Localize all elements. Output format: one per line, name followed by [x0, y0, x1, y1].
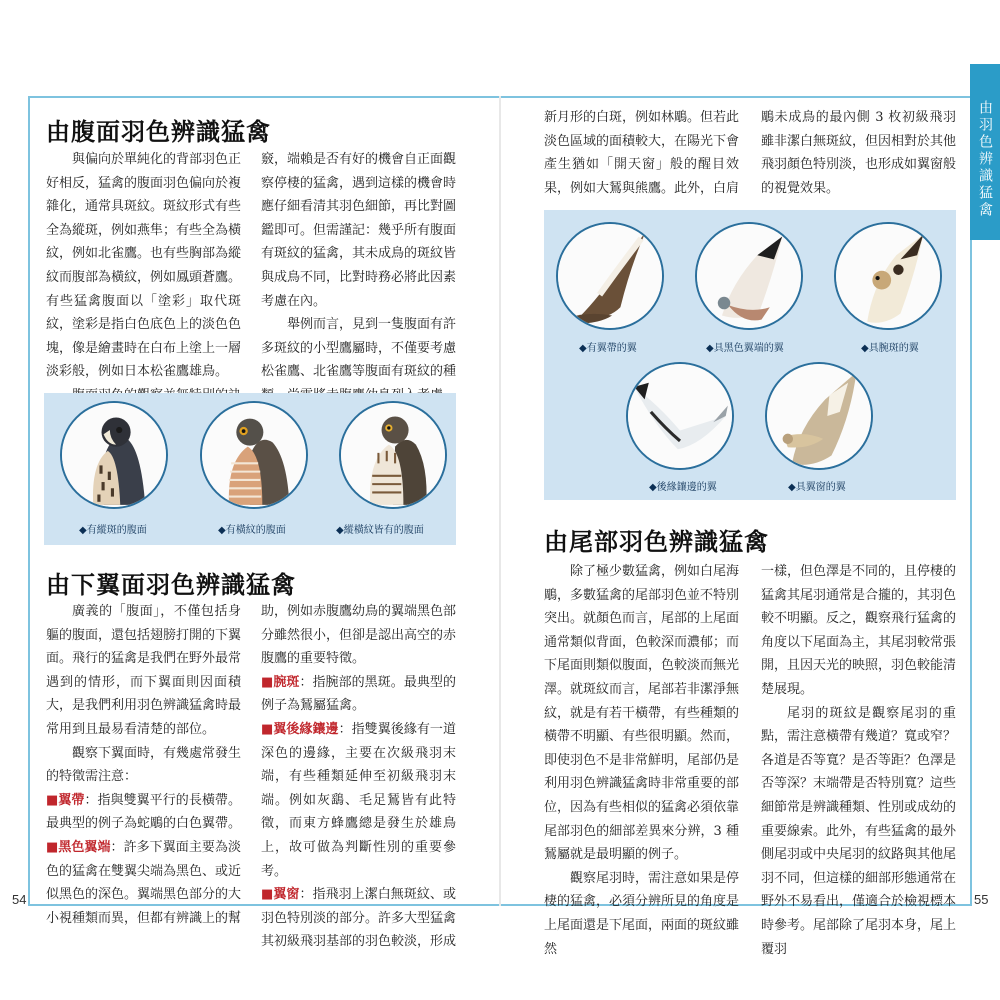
- definition: ：指腕部的黑斑。最典型的例子為鵟屬猛禽。: [261, 674, 456, 714]
- caption-text: 有縱斑的腹面: [86, 525, 147, 536]
- underwing-column-1: [46, 600, 241, 930]
- tail-column-2: [761, 560, 956, 961]
- wing-caption-4: ◆後緣鑲邊的翼: [649, 482, 717, 493]
- term-trailing-edge: ■翼後緣鑲邊: [261, 721, 339, 737]
- belly-caption-1: ◆有縱斑的腹面: [79, 525, 147, 536]
- term-wing-window: ■翼窗: [261, 887, 300, 903]
- sparrowhawk-barred-belly-photo: [200, 401, 308, 509]
- paragraph: 除了極少數猛禽，例如白尾海鵰，多數猛禽的尾部羽色並不特別突出。就顏色而言，尾部的上尾面通常類似背面，色較深而濃郁；而下尾面則類似腹面，色較淡而無光澤。就斑紋而言，尾部若非潔淨無紋，就是有若干橫帶，有些種類的橫帶不明顯、有些很明顯。然而，即使羽色不是非常鮮明，尾部仍是利用羽色辨識猛禽時非常重要的部位，因為有些相似的猛禽必須依靠尾部羽色的細部差異來分辨，3 種鵟屬就是最明顯的例子。: [544, 564, 740, 863]
- goshawk-mixed-belly-photo: [339, 401, 447, 509]
- heading-underwing: 由下翼面羽色辨識猛禽: [46, 571, 296, 599]
- caption-text: 具黑色翼端的翼: [713, 343, 784, 354]
- black-wingtip-photo: [695, 222, 803, 330]
- caption-text: 具腕斑的翼: [868, 343, 919, 354]
- page-number-left: 54: [12, 892, 27, 907]
- paragraph: 一樣，但色澤是不同的，且停棲的猛禽其尾羽通常是合攏的，其羽色較不明顯。反之，觀察飛行猛禽的角度以下尾面為主，其尾羽較常張開，且因天光的映照，羽色較能清楚展現。: [761, 564, 957, 697]
- caption-text: 縱橫紋皆有的腹面: [343, 525, 424, 536]
- heading-belly: 由腹面羽色辨識猛禽: [46, 118, 271, 146]
- definition: ：指與雙翼平行的長橫帶。最典型的例子為蛇鵰的白色翼帶。: [46, 792, 242, 832]
- heading-tail: 由尾部羽色辨識猛禽: [544, 528, 769, 556]
- term-patagial: ■翼帶: [46, 792, 85, 808]
- falcon-streaked-belly-photo: [60, 401, 168, 509]
- wing-caption-5: ◆具翼窗的翼: [788, 482, 846, 493]
- wing-caption-2: ◆具黑色翼端的翼: [706, 343, 784, 354]
- paragraph: 與偏向於單純化的背部羽色正好相反，猛禽的腹面羽色偏向於複雜化，通常具斑紋。斑紋形式有些全為縱斑，例如燕隼；有些全為橫紋，例如北雀鷹。也有些胸部為縱紋而腹部為橫紋，例如鳳頭蒼鷹。有些猛禽腹面以「塗彩」取代斑紋，塗彩是指白色底色上的淡色色塊，像是繪畫時在白布上塗上一層淡彩般，例如日本松雀鷹雄鳥。: [46, 152, 242, 380]
- term-dark-tips: ■黑色翼端: [46, 839, 111, 855]
- underwing-column-2: [261, 600, 456, 954]
- paragraph: 尾羽的斑紋是觀察尾羽的重點，需注意橫帶有幾道？寬或窄？各道是否等寬？是否等距？色澤是否等深？末端帶是否特別寬？這些細節常是辨識種類、性別或成幼的重要線索。此外，有些猛禽的最外側尾羽或中央尾羽的紋路與其他尾羽不同，但這樣的細部形態通常在野外不易看出，僅適合於檢視標本時參考。尾部除了尾羽本身，尾上覆羽: [761, 705, 957, 957]
- belly-caption-2: ◆有橫紋的腹面: [218, 525, 286, 536]
- term-paragraph-carpal: [261, 671, 456, 718]
- chapter-side-tab[interactable]: 由羽色辨識猛禽: [970, 64, 1000, 240]
- right-top-column-2: [761, 106, 956, 200]
- carpal-patch-photo: [834, 222, 942, 330]
- right-top-column-1: [544, 106, 739, 200]
- definition: ：許多下翼面主要為淡色的猛禽在雙翼尖端為黑色、或近似黑色的深色。翼端黑色部分的大小視種類而異，但都有辨識上的幫: [46, 839, 242, 926]
- page-number-right: 55: [974, 892, 989, 907]
- tail-column-1: [544, 560, 739, 961]
- page-gutter: [499, 96, 501, 906]
- term-paragraph-window: [261, 883, 456, 954]
- wing-window-photo: [765, 362, 873, 470]
- term-paragraph-trailing: [261, 718, 456, 883]
- term-carpal: ■腕斑: [261, 674, 300, 690]
- belly-column-2: [261, 148, 456, 431]
- definition: ：指飛羽上潔白無斑紋、或羽色特別淡的部分。許多大型猛禽其初級飛羽基部的羽色較淡，形成: [261, 887, 457, 950]
- caption-text: 具翼窗的翼: [795, 482, 846, 493]
- wing-caption-1: ◆有翼帶的翼: [579, 343, 637, 354]
- paragraph: 廣義的「腹面」，不僅包括身軀的腹面，還包括翅膀打開的下翼面。飛行的猛禽是我們在野外最常遇到的情形，而下翼面則因面積大，是我們利用羽色辨識猛禽時最常用到且最易看清楚的部位。: [46, 604, 242, 737]
- paragraph: 鵰未成鳥的最內側 3 枚初級飛羽雖非潔白無斑紋，但因相對於其他飛羽顏色特別淡，也形成如翼窗般的視覺效果。: [761, 110, 957, 196]
- paragraph: 新月形的白斑，例如林鵰。但若此淡色區域的面積較大，在陽光下會產生猶如「開天窗」般的醒目效果，例如大鵟與熊鷹。此外，白肩: [544, 110, 740, 196]
- belly-column-1: [46, 148, 241, 408]
- caption-text: 後緣鑲邊的翼: [656, 482, 717, 493]
- paragraph: 觀察下翼面時，有幾處常發生的特徵需注意：: [46, 745, 242, 785]
- caption-text: 有橫紋的腹面: [225, 525, 286, 536]
- belly-caption-3: ◆縱橫紋皆有的腹面: [336, 525, 424, 536]
- wing-caption-3: ◆具腕斑的翼: [861, 343, 919, 354]
- paragraph: 助，例如赤腹鷹幼鳥的翼端黑色部分雖然很小，但卻是認出高空的赤腹鷹的重要特徵。: [261, 604, 457, 667]
- paragraph: 觀察尾羽時，需注意如果是停棲的猛禽，必須分辨所見的角度是上尾面還是下尾面，兩面的斑紋雖然: [544, 870, 740, 957]
- wing-band-photo: [556, 222, 664, 330]
- caption-text: 有翼帶的翼: [586, 343, 637, 354]
- paragraph: 舉例而言，見到一隻腹面有許多斑紋的小型鷹屬時，不僅要考慮松雀鷹、北雀鷹等腹面有斑紋的種: [261, 317, 457, 380]
- trailing-edge-photo: [626, 362, 734, 470]
- definition: ：指雙翼後緣有一道深色的邊緣，主要在次級飛羽末端，有些種類延伸至初級飛羽末端。例如灰鷂、毛足鵟皆有此特徵，而東方蜂鷹總是發生於雄鳥上，故可做為判斷性別的重要參考。: [261, 721, 456, 879]
- term-paragraph-dark-tips: [46, 836, 241, 930]
- paragraph: 竅，端賴是否有好的機會自正面觀察停棲的猛禽，遇到這樣的機會時應仔細看清其羽色細節，再比對圖鑑即可。但需謹記：幾乎所有腹面有斑紋的猛禽，其未成鳥的斑紋皆與成鳥不同，比對時務必將此因素考慮在內。: [261, 152, 457, 309]
- term-paragraph-patagial: [46, 789, 241, 836]
